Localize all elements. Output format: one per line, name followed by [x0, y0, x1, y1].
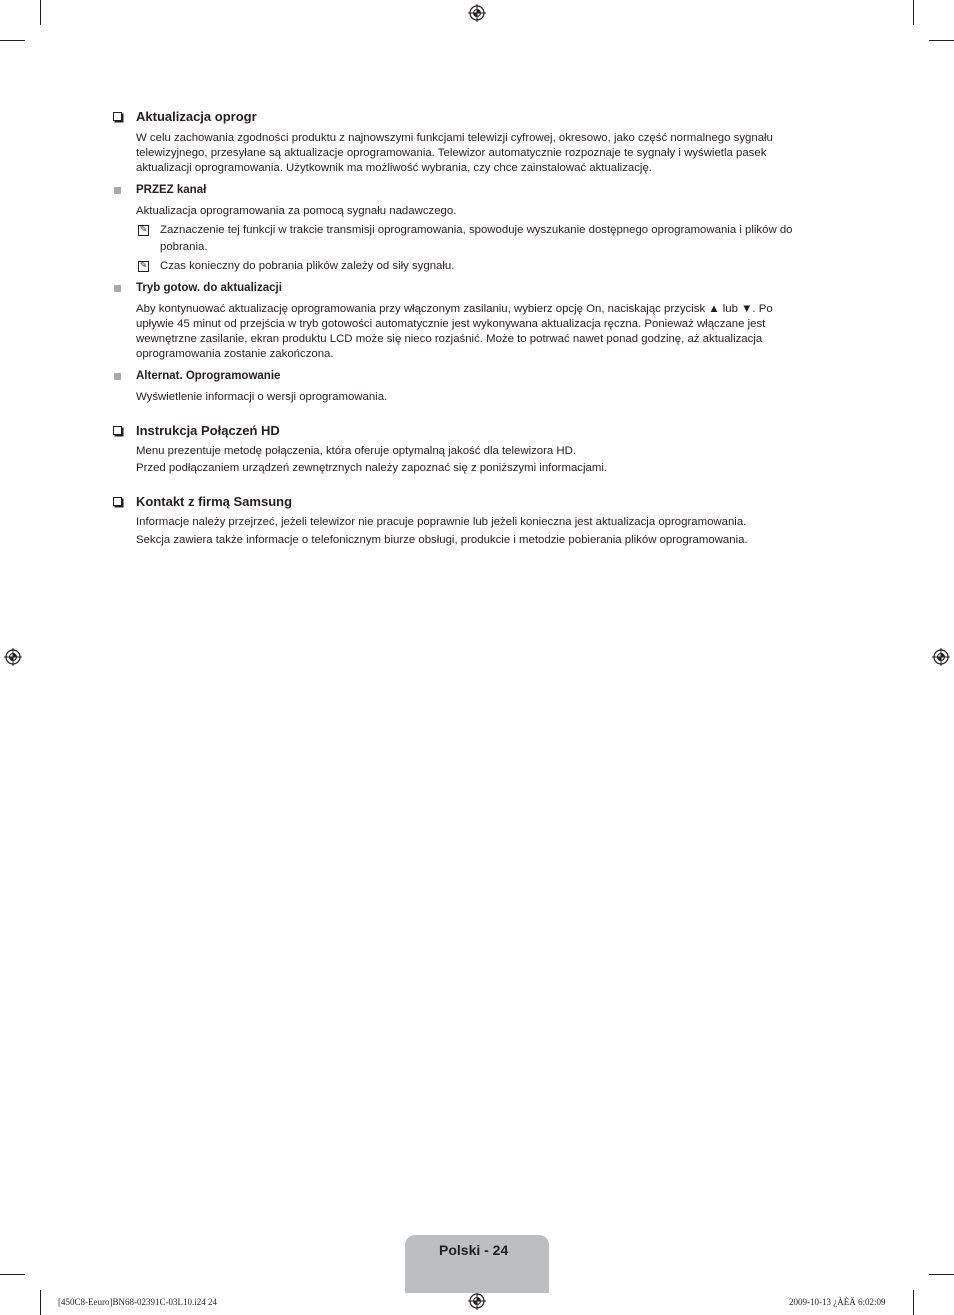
crop-mark: [40, 1290, 41, 1315]
section-title: Instrukcja Połączeń HD: [136, 423, 280, 438]
registration-mark-icon: [932, 648, 950, 666]
body-text-line: wewnętrzne zasilanie, ekran produktu LCD może się nieco rozjaśnić. Może to potrwać nawet ponad godzinę, aż aktualizacja: [136, 333, 763, 345]
crop-mark: [913, 0, 914, 25]
note-icon: ✎: [139, 225, 148, 235]
note-text-line: Czas konieczny do pobrania plików zależy od siły sygnału.: [160, 260, 455, 272]
page-number-label: Polski - 24: [439, 1242, 509, 1258]
section-marker-icon: [113, 112, 122, 121]
print-job-info: [450C8-Eeuro]BN68-02391C-03L10.i24 24: [58, 1297, 217, 1307]
body-text-line: Przed podłączaniem urządzeń zewnętrznych należy zapoznać się z poniższymi informacjami.: [136, 462, 608, 474]
body-text-line: aktualizacji oprogramowania. Użytkownik ma możliwość wybrania, czy chce zainstalować aktualizację.: [136, 162, 652, 174]
subsection-title: Tryb gotow. do aktualizacji: [136, 282, 282, 294]
section-title: Kontakt z firmą Samsung: [136, 494, 293, 509]
body-text-line: Informacje należy przejrzeć, jeżeli telewizor nie pracuje poprawnie lub jeżeli konieczna jest aktualizacja oprogramowania.: [136, 516, 747, 528]
subsection-title: Alternat. Oprogramowanie: [136, 370, 281, 382]
registration-mark-icon: [468, 4, 486, 22]
body-text-line: Sekcja zawiera także informacje o telefonicznym biurze obsługi, produkcie i metodzie pobierania plików oprogramowania.: [136, 534, 748, 546]
subsection-marker-icon: [114, 285, 121, 292]
body-text-line: oprogramowania zostanie zakończona.: [136, 348, 334, 360]
section-marker-icon: [113, 497, 122, 506]
crop-mark: [929, 40, 954, 41]
crop-mark: [0, 40, 25, 41]
section-marker-icon: [113, 426, 122, 435]
subsection-marker-icon: [114, 373, 121, 380]
section-title: Aktualizacja oprogr: [136, 109, 257, 124]
subsection-title: PRZEZ kanał: [136, 184, 207, 196]
crop-mark: [913, 1290, 914, 1315]
registration-mark-icon: [4, 648, 22, 666]
crop-mark: [0, 1274, 25, 1275]
body-text-line: Menu prezentuje metodę połączenia, która oferuje optymalną jakość dla telewizora HD.: [136, 445, 577, 457]
body-text-line: W celu zachowania zgodności produktu z najnowszymi funkcjami telewizji cyfrowej, okresowo, jako część normalnego sygnału: [136, 132, 773, 144]
registration-mark-icon: [468, 1292, 486, 1310]
note-icon: ✎: [139, 261, 148, 271]
note-text-line: pobrania.: [160, 241, 208, 253]
crop-mark: [929, 1274, 954, 1275]
body-text-line: Aby kontynuować aktualizację oprogramowania przy włączonym zasilaniu, wybierz opcję On, naciskając przycisk ▲ lub ▼. Po: [136, 303, 773, 315]
subsection-marker-icon: [114, 187, 121, 194]
crop-mark: [40, 0, 41, 25]
body-text-line: upływie 45 minut od przejścia w tryb gotowości automatycznie jest wykonywana aktualizacja ręczna. Ponieważ włączane jest: [136, 318, 766, 330]
body-text-line: telewizyjnego, przesyłane są aktualizacje oprogramowania. Telewizor automatycznie rozpoznaje te sygnały i wyświetla pasek: [136, 147, 767, 159]
note-text-line: Zaznaczenie tej funkcji w trakcie transmisji oprogramowania, spowoduje wyszukanie dostępnego oprogramowania i plików do: [160, 224, 793, 236]
print-timestamp: 2009-10-13 ¿ÀÈÄ 6:02:09: [789, 1297, 886, 1307]
body-text-line: Aktualizacja oprogramowania za pomocą sygnału nadawczego.: [136, 205, 457, 217]
body-text-line: Wyświetlenie informacji o wersji oprogramowania.: [136, 391, 388, 403]
